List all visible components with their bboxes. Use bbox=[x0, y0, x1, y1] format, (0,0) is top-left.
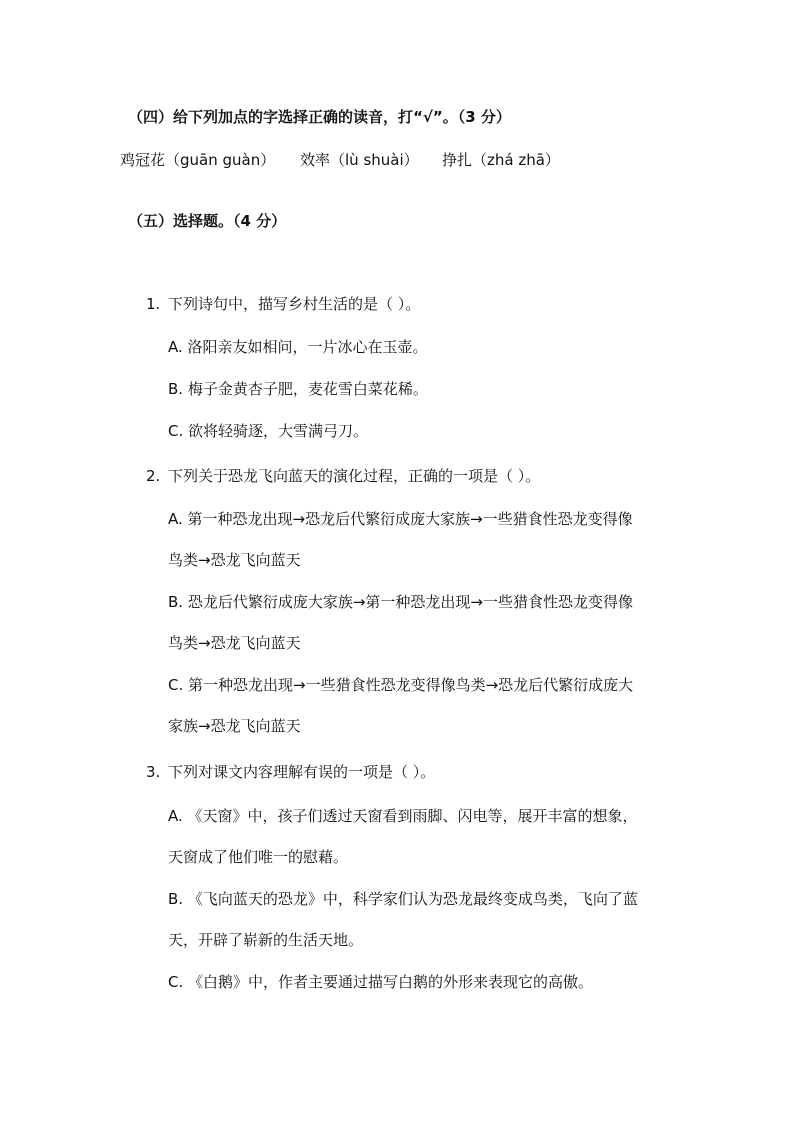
question-number: 2. bbox=[146, 467, 161, 485]
pinyin-item-xiaolv: 效率（lù shuài） bbox=[300, 151, 419, 169]
question-2 bbox=[146, 466, 540, 486]
q2-option-a-line2: 鸟类→恐龙飞向蓝天 bbox=[168, 551, 301, 569]
pinyin-item-jiguanhua: 鸡冠花（guān guàn） bbox=[120, 151, 276, 169]
section-4-heading: （四）给下列加点的字选择正确的读音，打“√”。（3 分） bbox=[128, 108, 511, 126]
question-3 bbox=[146, 762, 435, 782]
q3-option-a-line2: 天窗成了他们唯一的慰藉。 bbox=[168, 848, 349, 866]
section-5-heading: （五）选择题。（4 分） bbox=[128, 212, 287, 230]
q1-option-c: C. 欲将轻骑逐，大雪满弓刀。 bbox=[168, 422, 369, 440]
pinyin-item-zhengzha: 挣扎（zhá zhā） bbox=[442, 151, 560, 169]
question-stem: 下列关于恐龙飞向蓝天的演化过程，正确的一项是（ ）。 bbox=[168, 467, 541, 485]
question-stem: 下列诗句中，描写乡村生活的是（ ）。 bbox=[168, 295, 421, 313]
q2-option-c-line2: 家族→恐龙飞向蓝天 bbox=[168, 717, 301, 735]
q2-option-c-line1: C. 第一种恐龙出现→一些猎食性恐龙变得像鸟类→恐龙后代繁衍成庞大 bbox=[168, 676, 634, 694]
question-1 bbox=[146, 294, 420, 314]
q1-option-a: A. 洛阳亲友如相问，一片冰心在玉壶。 bbox=[168, 338, 428, 356]
q2-option-a-line1: A. 第一种恐龙出现→恐龙后代繁衍成庞大家族→一些猎食性恐龙变得像 bbox=[168, 510, 633, 528]
q3-option-c: C. 《白鹅》中，作者主要通过描写白鹅的外形来表现它的高傲。 bbox=[168, 973, 594, 991]
question-number: 3. bbox=[146, 763, 161, 781]
q3-option-b-line2: 天，开辟了崭新的生活天地。 bbox=[168, 931, 364, 949]
q2-option-b-line2: 鸟类→恐龙飞向蓝天 bbox=[168, 634, 301, 652]
question-stem: 下列对课文内容理解有误的一项是（ ）。 bbox=[168, 763, 436, 781]
q1-option-b: B. 梅子金黄杏子肥，麦花雪白菜花稀。 bbox=[168, 380, 428, 398]
q3-option-a-line1: A. 《天窗》中，孩子们透过天窗看到雨脚、闪电等，展开丰富的想象， bbox=[168, 807, 638, 825]
question-number: 1. bbox=[146, 295, 161, 313]
q2-option-b-line1: B. 恐龙后代繁衍成庞大家族→第一种恐龙出现→一些猎食性恐龙变得像 bbox=[168, 593, 633, 611]
q3-option-b-line1: B. 《飞向蓝天的恐龙》中，科学家们认为恐龙最终变成鸟类，飞向了蓝 bbox=[168, 890, 638, 908]
